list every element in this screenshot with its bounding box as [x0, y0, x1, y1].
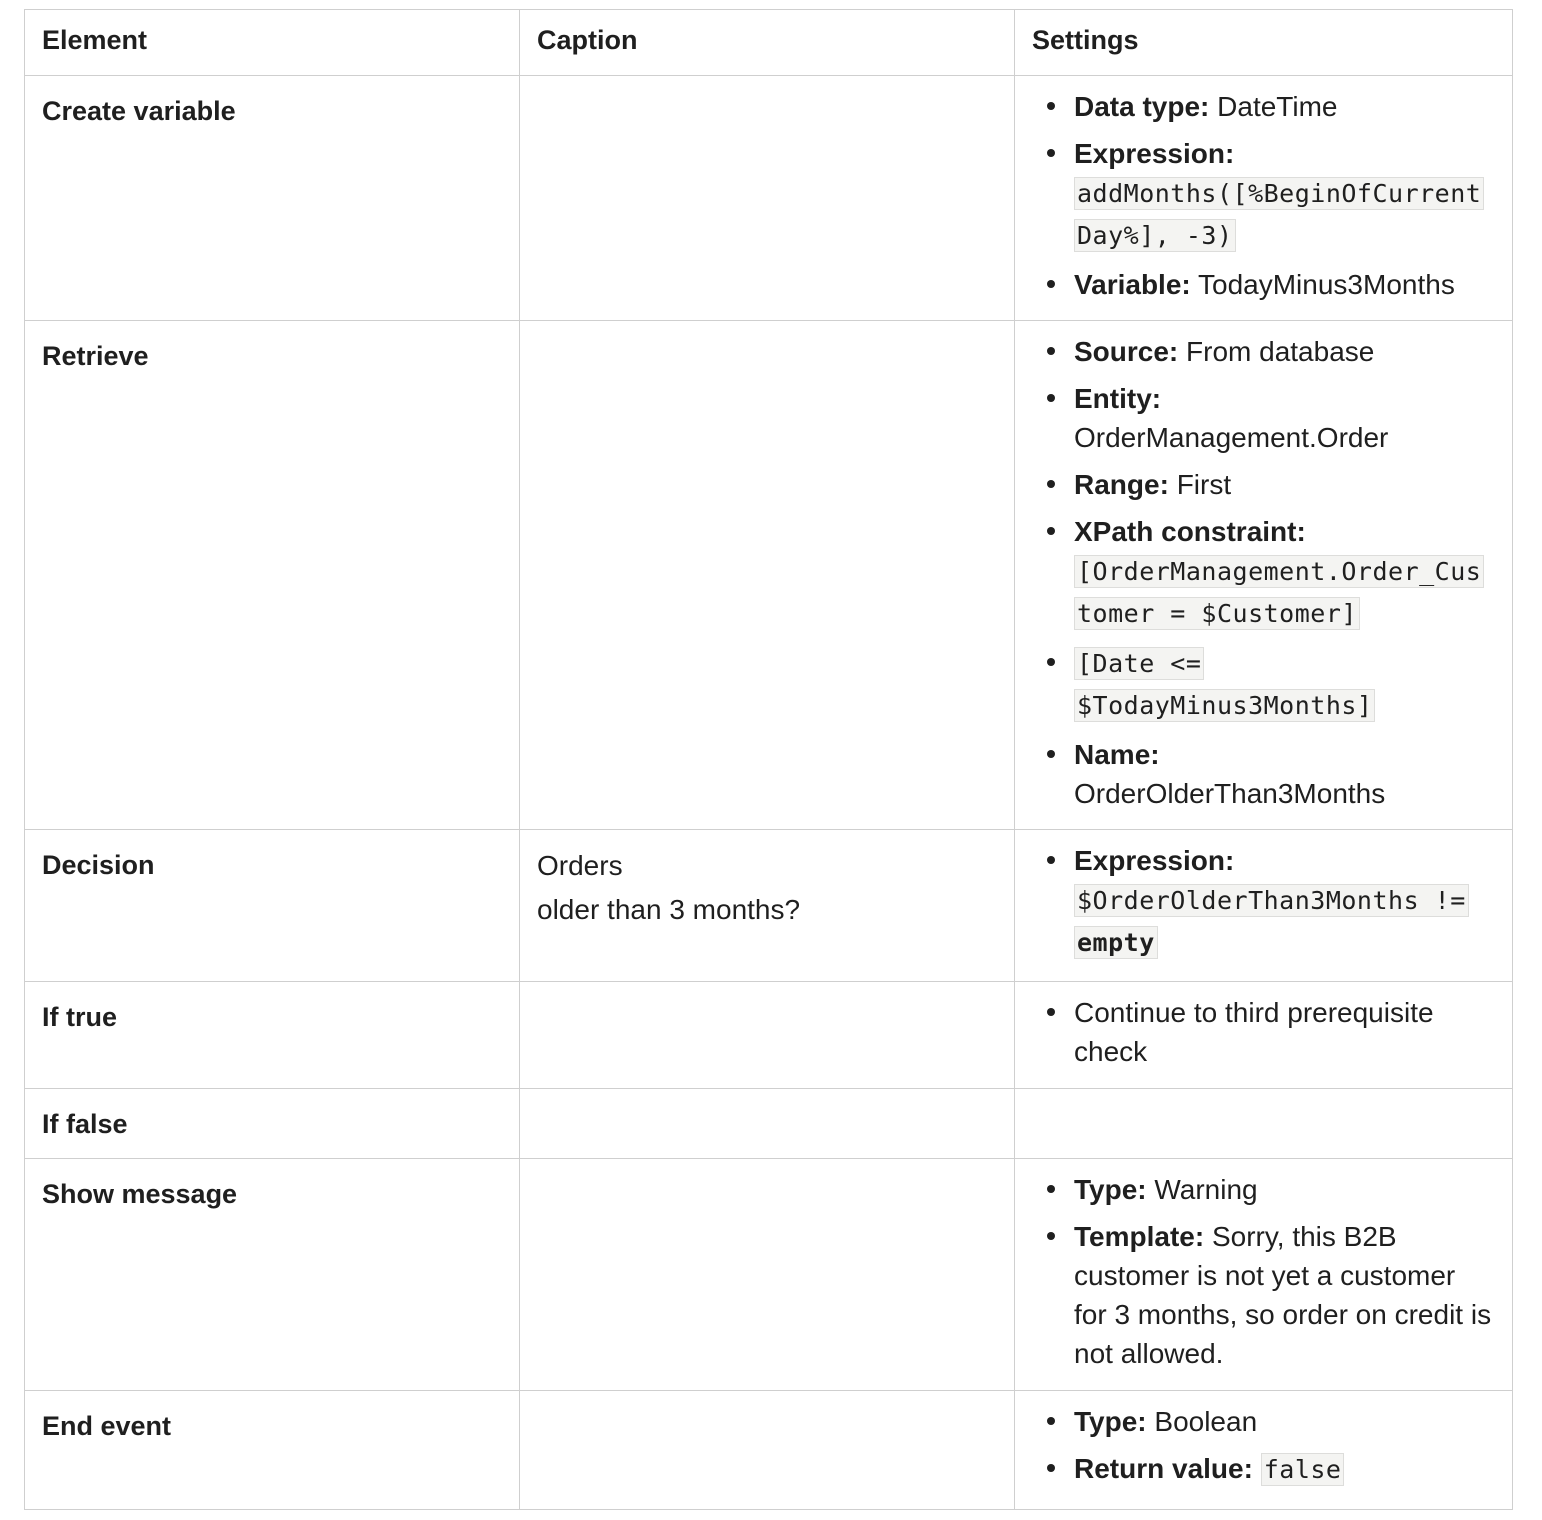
caption-cell: [520, 830, 1015, 982]
list-item: [1074, 1449, 1492, 1491]
code-snippet: [1074, 884, 1469, 959]
list-item: [1074, 1217, 1492, 1373]
setting-label: Type:: [1074, 1406, 1147, 1437]
setting-label: Template:: [1074, 1221, 1205, 1252]
list-item: [1074, 332, 1492, 371]
list-item: Continue to third prerequisite check: [1074, 993, 1492, 1071]
settings-cell: [1015, 76, 1513, 321]
setting-label: Entity:: [1074, 383, 1162, 414]
caption-cell: [520, 1391, 1015, 1510]
setting-label: Name:: [1074, 739, 1160, 770]
setting-value: DateTime: [1217, 91, 1338, 122]
element-cell: Show message: [25, 1159, 520, 1391]
caption-cell: [520, 321, 1015, 830]
list-item: [1074, 1402, 1492, 1441]
table-row: [25, 830, 1513, 982]
table-row: [25, 76, 1513, 321]
element-cell: Decision: [25, 830, 520, 982]
setting-label: Expression:: [1074, 845, 1235, 876]
list-item: [1074, 643, 1492, 727]
header-settings: Settings: [1015, 10, 1513, 76]
table-row: [25, 982, 1513, 1089]
setting-value: Boolean: [1154, 1406, 1258, 1437]
code-keyword: empty: [1077, 928, 1155, 957]
caption-cell: [520, 982, 1015, 1089]
element-cell: Create variable: [25, 76, 520, 321]
table-row: [25, 1391, 1513, 1510]
caption-text: older than 3 months?: [537, 894, 801, 925]
list-item: [1074, 379, 1492, 457]
code-snippet: [Date <= $TodayMinus3Months]: [1074, 647, 1375, 722]
table-row: [25, 321, 1513, 830]
list-item: [1074, 1170, 1492, 1209]
setting-value: TodayMinus3Months: [1198, 269, 1455, 300]
setting-value: First: [1176, 469, 1232, 500]
setting-label: Expression:: [1074, 138, 1235, 169]
element-cell: Retrieve: [25, 321, 520, 830]
caption-cell: [520, 1089, 1015, 1159]
settings-list: [1033, 1170, 1492, 1373]
setting-label: Range:: [1074, 469, 1169, 500]
list-item: [1074, 134, 1492, 257]
caption-text: Orders: [537, 850, 623, 881]
settings-cell: [1015, 1391, 1513, 1510]
setting-value: OrderOlderThan3Months: [1074, 778, 1386, 809]
caption-cell: [520, 1159, 1015, 1391]
table-row: [25, 1159, 1513, 1391]
settings-list: [1033, 841, 1492, 964]
setting-value: Sorry, this B2B customer is not yet a customer for 3 months, so order on credit is not allowed.: [1074, 1221, 1492, 1369]
settings-cell: [1015, 1089, 1513, 1159]
microflow-settings-table: [24, 9, 1513, 1510]
settings-cell: [1015, 321, 1513, 830]
code-snippet: [OrderManagement.Order_Customer = $Customer]: [1074, 555, 1484, 630]
setting-label: Data type:: [1074, 91, 1210, 122]
code-text: $OrderOlderThan3Months !=: [1077, 886, 1466, 915]
settings-list: [1033, 993, 1492, 1071]
table-row: [25, 1089, 1513, 1159]
list-item: [1074, 265, 1492, 304]
list-item: [1074, 512, 1492, 635]
list-item: [1074, 87, 1492, 126]
setting-label: XPath constraint:: [1074, 516, 1306, 547]
setting-value: OrderManagement.Order: [1074, 422, 1389, 453]
settings-cell: [1015, 982, 1513, 1089]
setting-label: Variable:: [1074, 269, 1191, 300]
setting-value: Warning: [1154, 1174, 1258, 1205]
setting-label: Source:: [1074, 336, 1179, 367]
setting-label: Type:: [1074, 1174, 1147, 1205]
header-caption: Caption: [520, 10, 1015, 76]
settings-cell: [1015, 830, 1513, 982]
code-snippet: addMonths([%BeginOfCurrentDay%], -3): [1074, 177, 1484, 252]
list-item: [1074, 735, 1492, 813]
table-header-row: [25, 10, 1513, 76]
list-item: [1074, 841, 1492, 964]
element-cell: If false: [25, 1089, 520, 1159]
header-element: Element: [25, 10, 520, 76]
settings-cell: [1015, 1159, 1513, 1391]
list-item: [1074, 465, 1492, 504]
caption-cell: [520, 76, 1015, 321]
settings-list: [1033, 87, 1492, 304]
code-snippet: false: [1261, 1453, 1345, 1486]
element-cell: End event: [25, 1391, 520, 1510]
element-cell: If true: [25, 982, 520, 1089]
setting-label: Return value:: [1074, 1453, 1253, 1484]
settings-list: [1033, 332, 1492, 813]
setting-value: From database: [1186, 336, 1375, 367]
settings-list: [1033, 1402, 1492, 1491]
